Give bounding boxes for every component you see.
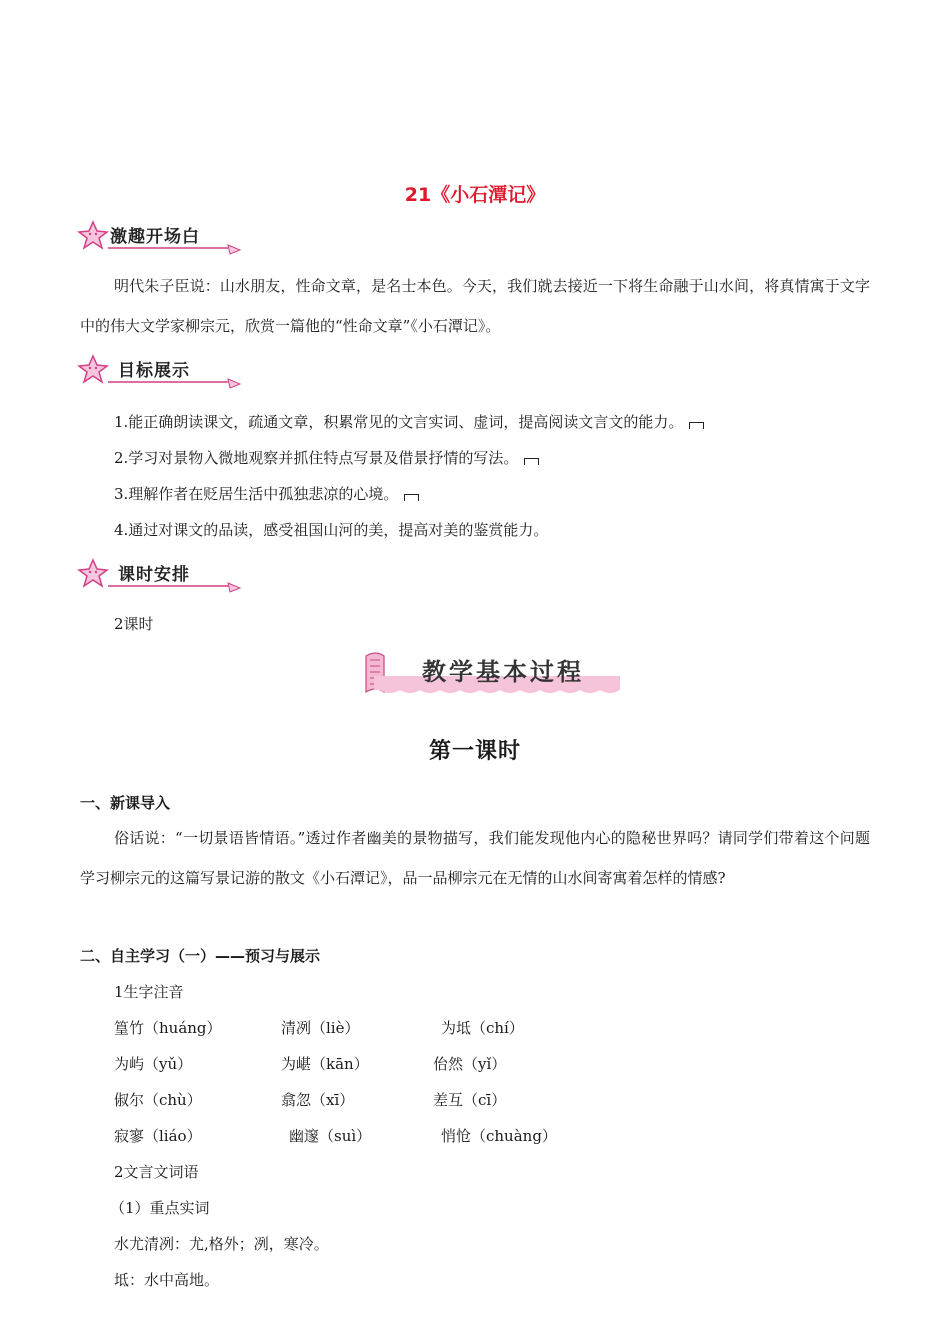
pinyin-entry: 为坻（chí） [441,1019,524,1037]
lesson-title: 第一课时 [428,739,521,764]
vocab-subheading: 2文言文词语 [114,1163,199,1181]
section-header-schedule [76,558,246,592]
goal-item: 1.能正确朗读课文，疏通文章，积累常见的文言实词、虚词，提高阅读文言文的能力。 [114,412,704,432]
section-header-goals [76,354,246,388]
star-icon [76,354,110,384]
section-label: 目标展示 [118,361,190,381]
pencil-underline-icon [106,582,246,594]
pinyin-entry: 佁然（yǐ） [433,1055,507,1073]
star-icon [76,220,110,250]
part1-paragraph: 俗话说：“一切景语皆情语。”透过作者幽美的景物描写，我们能发现他内心的隐秘世界吗？请同学们带着这个问题学习柳宗元的这篇写景记游的散文《小石潭记》，品一品柳宗元在无情的山水间寄寓着怎样的情感? [80,829,870,887]
pinyin-subheading: 1生字注音 [114,983,184,1001]
goal-item: 2.学习对景物入微地观察并抓住特点写景及借景抒情的写法。 [114,448,539,468]
process-banner [356,646,626,702]
bracket-mark [404,494,419,501]
intro-paragraph: 明代朱子臣说：山水朋友，性命文章，是名士本色。今天，我们就去接近一下将生命融于山水间，将真情寓于文字中的伟大文学家柳宗元，欣赏一篇他的“性命文章”《小石潭记》。 [80,277,870,335]
part1-heading: 一、新课导入 [80,794,171,812]
vocab-subheading-key-words: （1）重点实词 [110,1199,210,1217]
bracket-mark [689,422,704,429]
pencil-underline-icon [106,244,246,256]
vocab-entry: 坻：水中高地。 [114,1271,220,1289]
section-header-intro [76,220,246,254]
star-icon [76,558,110,588]
banner-title: 教学基本过程 [422,658,584,686]
page-title: 21《小石潭记》 [404,184,546,206]
pinyin-entry: 幽邃（suì） [289,1127,372,1145]
pinyin-entry: 为屿（yǔ） [114,1055,193,1073]
pinyin-entry: 俶尔（chù） [114,1091,202,1109]
pinyin-entry: 清冽（liè） [281,1019,360,1037]
pinyin-entry: 寂寥（liáo） [114,1127,202,1145]
pinyin-entry: 悄怆（chuàng） [441,1127,557,1145]
section-label: 课时安排 [118,565,190,585]
pencil-underline-icon [106,378,246,390]
goal-item: 3.理解作者在贬居生活中孤独悲凉的心境。 [114,484,419,504]
bracket-mark [524,458,539,465]
section-label: 激趣开场白 [110,227,200,247]
pinyin-entry: 篁竹（huáng） [114,1019,222,1037]
goal-item: 4.通过对课文的品读，感受祖国山河的美，提高对美的鉴赏能力。 [114,521,549,539]
pinyin-entry: 翕忽（xī） [281,1091,355,1109]
part2-heading: 二、自主学习（一）——预习与展示 [80,947,321,965]
schedule-text: 2课时 [114,615,154,633]
pinyin-entry: 差互（cī） [433,1091,507,1109]
vocab-entry: 水尤清冽：尤,格外；冽，寒冷。 [114,1235,329,1253]
pinyin-entry: 为嵁（kān） [281,1055,369,1073]
